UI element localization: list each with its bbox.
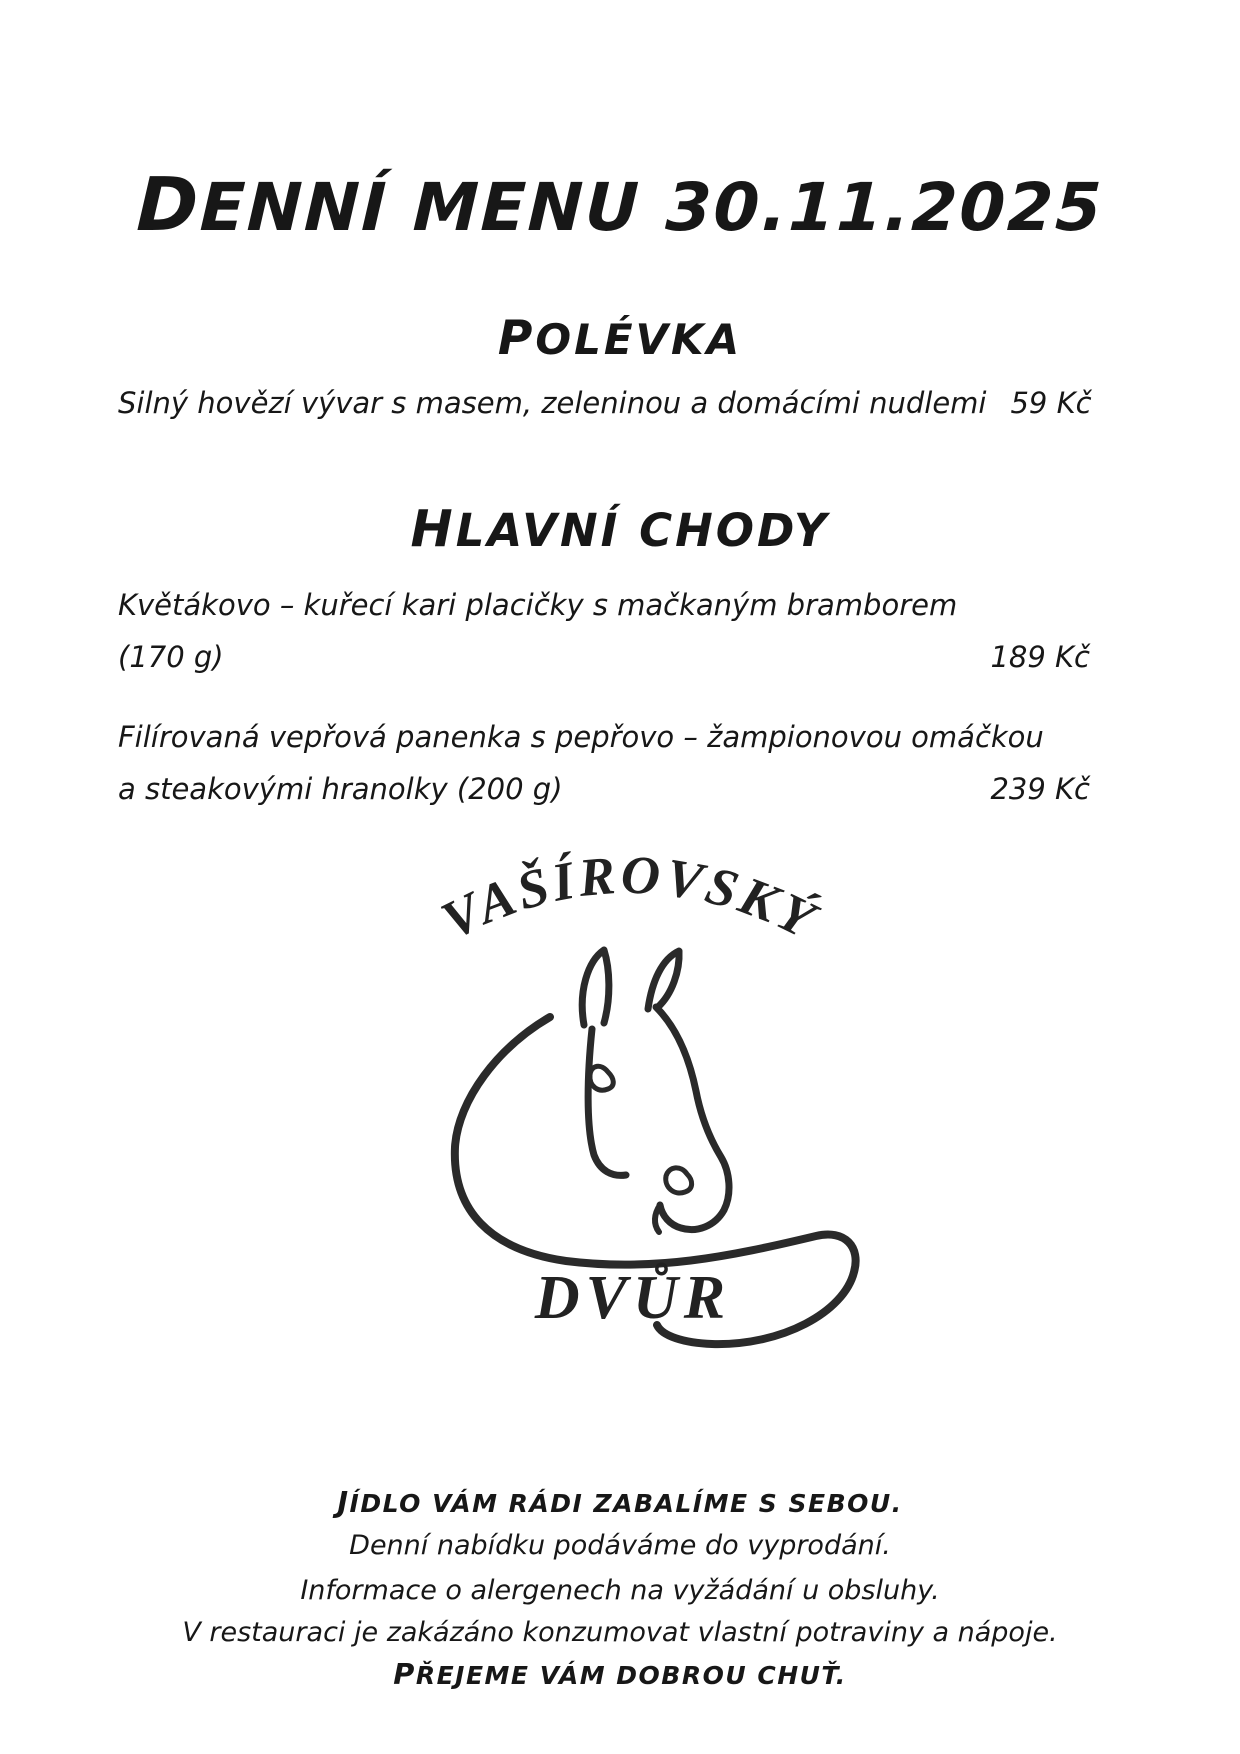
menu-item-price: 239 Kč: [990, 772, 1090, 806]
section-heading-soup: POLÉVKA: [497, 310, 743, 366]
logo-arc-text: VAŠÍROVSKÝ: [432, 844, 828, 952]
menu-item-soup: [118, 386, 1090, 420]
logo-bottom-text: DVŮR: [534, 1264, 732, 1332]
footer-own-food-note: V restauraci je zakázáno konzumovat vlastní potraviny a nápoje.: [182, 1617, 1058, 1648]
horse-head-icon: [398, 795, 868, 1375]
menu-item-main1-detail: [118, 640, 1090, 674]
menu-item-price: 59 Kč: [1010, 386, 1092, 420]
menu-item-main1: [118, 588, 1090, 622]
restaurant-logo: [398, 795, 868, 1375]
footer-allergen-note: Informace o alergenech na vyžádání u obsluhy.: [300, 1575, 940, 1606]
section-heading-mains: HLAVNÍ CHODY: [410, 499, 830, 559]
menu-item-portion: (170 g): [118, 640, 224, 674]
page-title: DENNÍ MENU 30.11.2025: [135, 162, 1105, 249]
menu-item-price: 189 Kč: [990, 640, 1090, 674]
footer-takeaway-note: JÍDLO VÁM RÁDI ZABALÍME S SEBOU.: [337, 1485, 903, 1519]
menu-item-name: Silný hovězí vývar s masem, zeleninou a domácími nudlemi: [118, 386, 987, 420]
menu-item-portion: a steakovými hranolky (200 g): [118, 772, 563, 806]
menu-item-main2: [118, 720, 1090, 754]
menu-item-name: Květákovo – kuřecí kari placičky s mačkaným bramborem: [118, 588, 958, 622]
menu-item-name: Filírovaná vepřová panenka s pepřovo – žampionovou omáčkou: [118, 720, 1044, 754]
footer-bon-appetit: PŘEJEME VÁM DOBROU CHUŤ.: [393, 1657, 847, 1691]
footer-availability-note: Denní nabídku podáváme do vyprodání.: [349, 1530, 891, 1561]
